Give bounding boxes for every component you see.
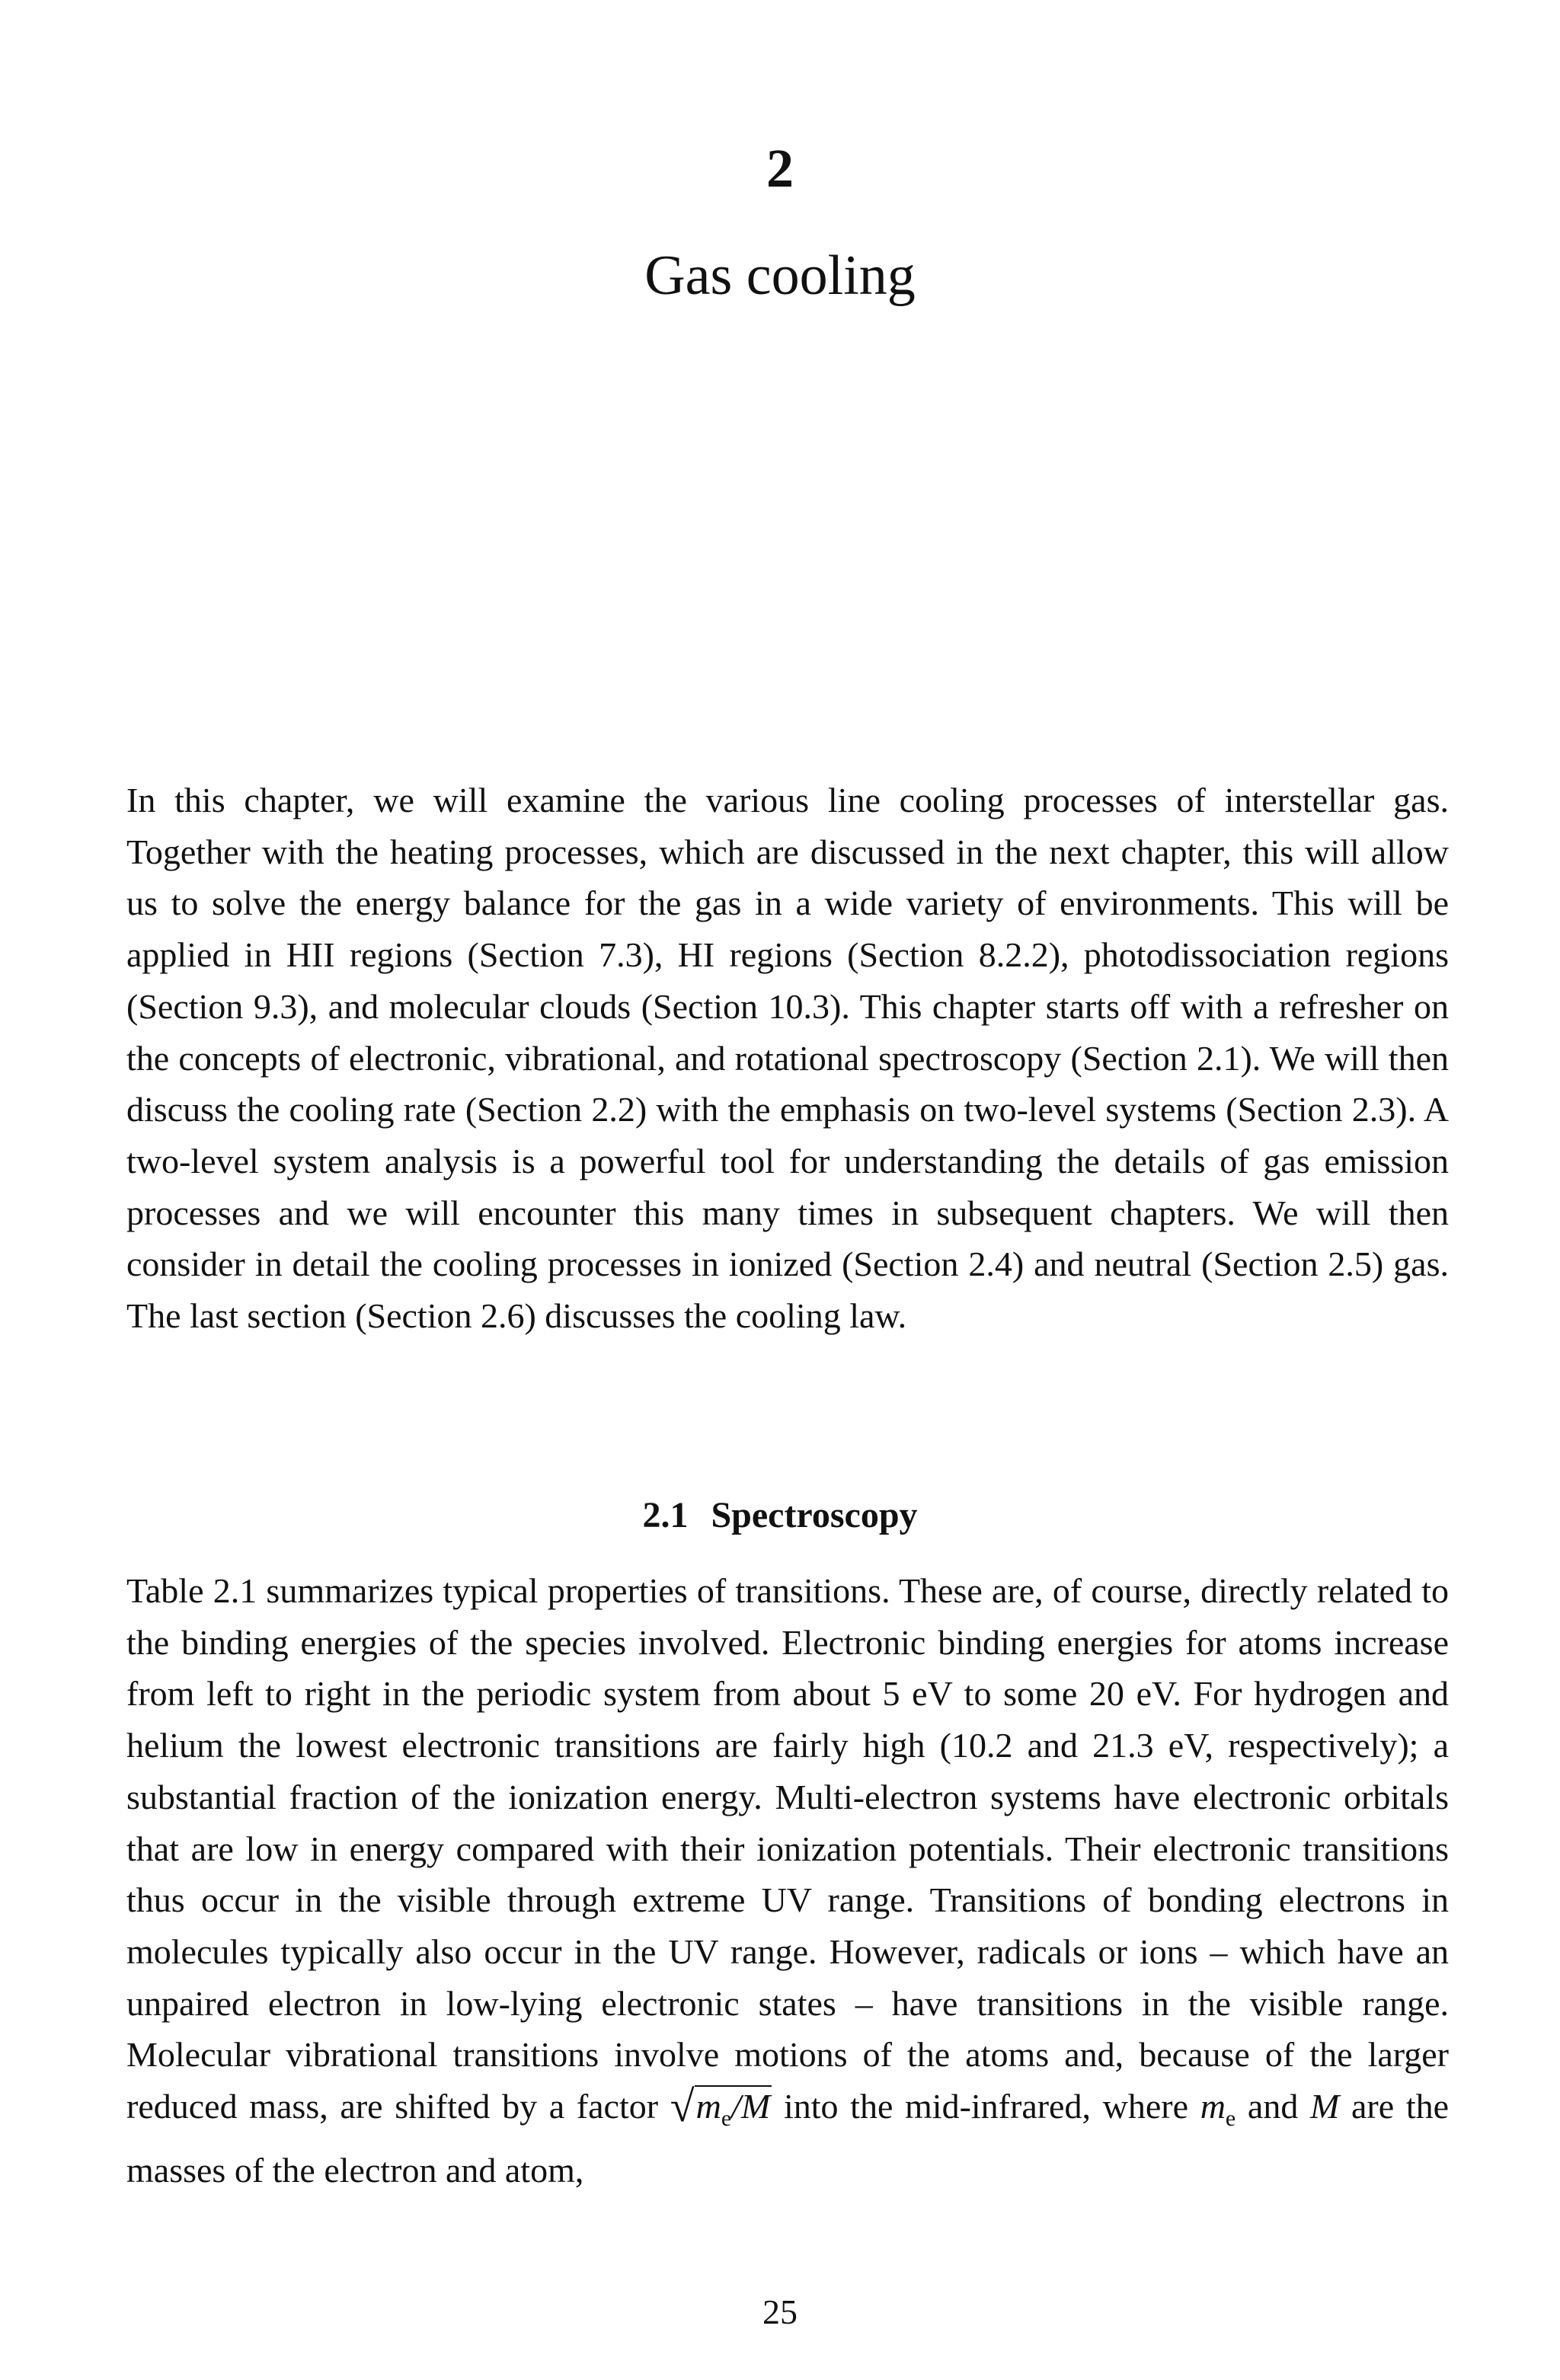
intro-paragraph: In this chapter, we will examine the various line cooling processes of interstellar gas. Together with the heating processes, which are discussed in the next chapter, this will allow us to solve the energy balance for the gas in a wide variety of environments. This will be applied in HII regions (Section 7.3), HI regions (Section 8.2.2), photodissociation regions (Section 9.3), and molecular clouds (Section 10.3). This chapter starts off with a refresher on the concepts of electronic, vibrational, and rotational spectroscopy (Section 2.1). We will then discuss the cooling rate (Section 2.2) with the emphasis on two-level systems (Section 2.3). A two-level system analysis is a powerful tool for understanding the details of gas emission processes and we will encounter this many times in subsequent chapters. We will then consider in detail the cooling processes in ionized (Section 2.4) and neutral (Section 2.5) gas. The last section (Section 2.6) discusses the cooling law. (126, 781, 1449, 1336)
sqrt-me-over-M-formula (670, 2081, 772, 2145)
spectroscopy-paragraph (126, 1565, 1449, 2196)
symbol-subscript-e: e (1225, 2106, 1236, 2132)
radicand (695, 2085, 772, 2132)
page-number: 25 (762, 2292, 798, 2331)
chapter-title: Gas cooling (644, 244, 916, 307)
paragraph-text-part2: into the mid-infrared, where (783, 2087, 1189, 2126)
section-heading (0, 1497, 1560, 1534)
section-number: 2.1 (642, 1495, 689, 1535)
radical-sign: √ (670, 2081, 695, 2132)
symbol-M: M (1310, 2087, 1340, 2126)
formula-over-M: /M (731, 2087, 771, 2126)
paragraph-text-part3: and (1247, 2087, 1299, 2126)
formula-m: m (695, 2087, 721, 2126)
section-title: Spectroscopy (711, 1495, 918, 1535)
chapter-number: 2 (766, 138, 794, 199)
formula-subscript-e: e (721, 2106, 732, 2132)
paragraph-text-part4: are the masses of the electron and atom, (126, 2087, 1450, 2190)
paragraph-text-part1: Table 2.1 summarizes typical properties of transitions. These are, of course, directly related to the binding energies of the species involved. Electronic binding energies for atoms increase from left to right in the periodic system from about 5 eV to some 20 eV. For hydrogen and helium the lowest electronic transitions are fairly high (10.2 and 21.3 eV, respectively); a substantial fraction of the ionization energy. Multi-electron systems have electronic orbitals that are low in energy compared with their ionization potentials. Their electronic transitions thus occur in the visible through extreme UV range. Transitions of bonding electrons in molecules typically also occur in the UV range. However, radicals or ions – which have an unpaired electron in low-lying electronic states – have transitions in the visible range. Molecular vibrational transitions involve motions of the atoms and, because of the larger reduced mass, are shifted by a factor (126, 1571, 1449, 2126)
symbol-m: m (1200, 2087, 1226, 2126)
